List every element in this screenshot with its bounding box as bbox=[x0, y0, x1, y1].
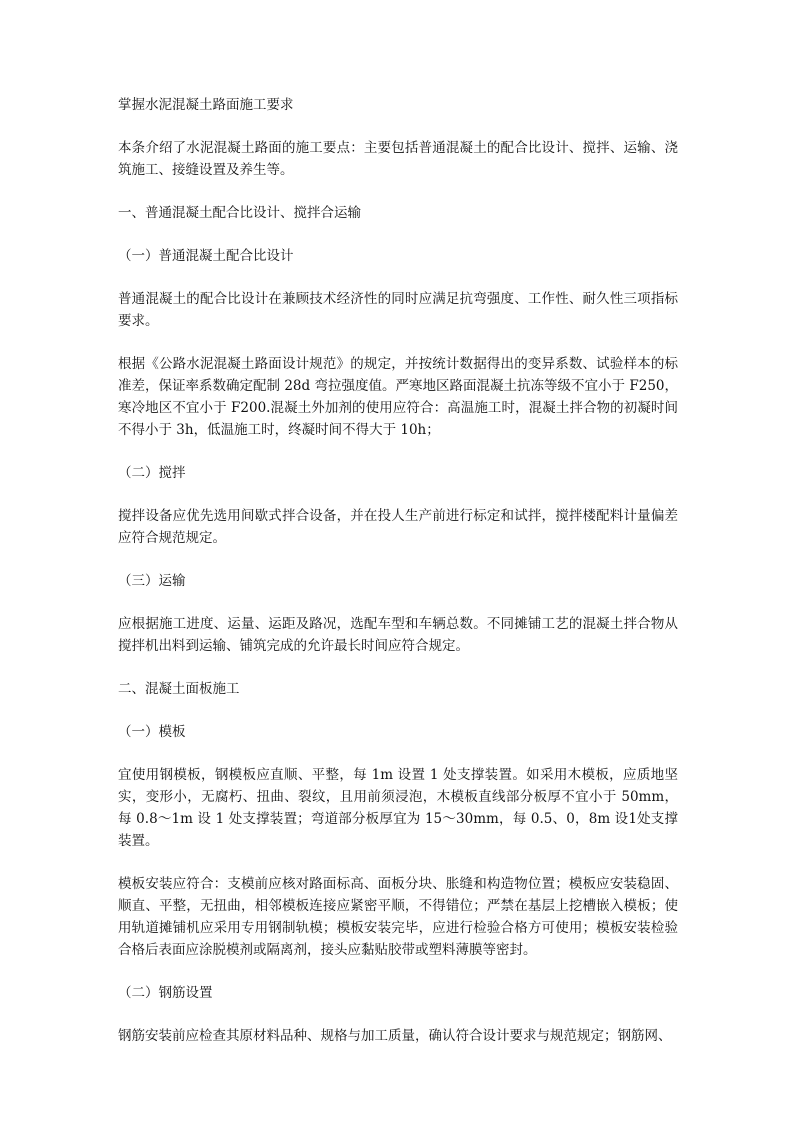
paragraph-mix-design: 普通混凝土的配合比设计在兼顾技术经济性的同时应满足抗弯强度、工作性、耐久性三项指标要求。 bbox=[118, 291, 678, 329]
paragraph-rebar: 钢筋安装前应检查其原材料品种、规格与加工质量，确认符合设计要求与规范规定；钢筋网、 bbox=[118, 1028, 672, 1044]
subsection-heading-transport: （三）运输 bbox=[118, 573, 186, 589]
subsection-heading-rebar: （二）钢筋设置 bbox=[118, 985, 213, 1001]
paragraph-design-spec: 根据《公路水泥混凝土路面设计规范》的规定，并按统计数据得出的变异系数、试验样本的标准差，保证率系数确定配制 28d 弯拉强度值。严寒地区路面混凝土抗冻等级不宜小于 F250，寒冷地区不宜小于 F200.混凝土外加剂的使用应符合：高温施工时，混凝土拌合物的初凝时间不得小于 3h，低温施工时，终凝时间不得大于 10h； bbox=[118, 356, 678, 438]
paragraph-formwork-install: 模板安装应符合：支模前应核对路面标高、面板分块、胀缝和构造物位置；模板应安装稳固、顺直、平整，无扭曲，相邻模板连接应紧密平顺，不得错位；严禁在基层上挖槽嵌入模板；使用轨道摊铺机应采用专用钢制轨模；模板安装完毕，应进行检验合格方可使用；模板安装检验合格后表面应涂脱模剂或隔离剂，接头应黏贴胶带或塑料薄膜等密封。 bbox=[118, 876, 678, 958]
section-heading-1: 一、普通混凝土配合比设计、搅拌合运输 bbox=[118, 205, 361, 221]
paragraph-transport: 应根据施工进度、运量、运距及路况，选配车型和车辆总数。不同摊铺工艺的混凝土拌合物从搅拌机出料到运输、铺筑完成的允许最长时间应符合规定。 bbox=[118, 616, 678, 654]
subsection-heading-mixing: （二）搅拌 bbox=[118, 465, 186, 481]
document-page bbox=[118, 94, 678, 1068]
paragraph-formwork: 宜使用钢模板，钢模板应直顺、平整，每 1m 设置 1 处支撑装置。如采用木模板，应质地坚实，变形小，无腐朽、扭曲、裂纹，且用前须浸泡，木模板直线部分板厚不宜小于 50mm，每 0.8～1m 设 1 处支撑装置；弯道部分板厚宜为 15～30mm，每 0.5、0，8m 设1处支撑装置。 bbox=[118, 767, 678, 849]
subsection-heading-mix-design: （一）普通混凝土配合比设计 bbox=[118, 248, 294, 264]
paragraph-intro: 本条介绍了水泥混凝土路面的施工要点：主要包括普通混凝土的配合比设计、搅拌、运输、浇筑施工、接缝设置及养生等。 bbox=[118, 140, 678, 178]
paragraph-mixing: 搅拌设备应优先选用间歇式拌合设备，并在投人生产前进行标定和试拌，搅拌楼配料计量偏差应符合规范规定。 bbox=[118, 508, 678, 546]
document-title: 掌握水泥混凝土路面施工要求 bbox=[118, 97, 294, 113]
subsection-heading-formwork: （一）模板 bbox=[118, 724, 186, 740]
section-heading-2: 二、混凝土面板施工 bbox=[118, 681, 240, 697]
